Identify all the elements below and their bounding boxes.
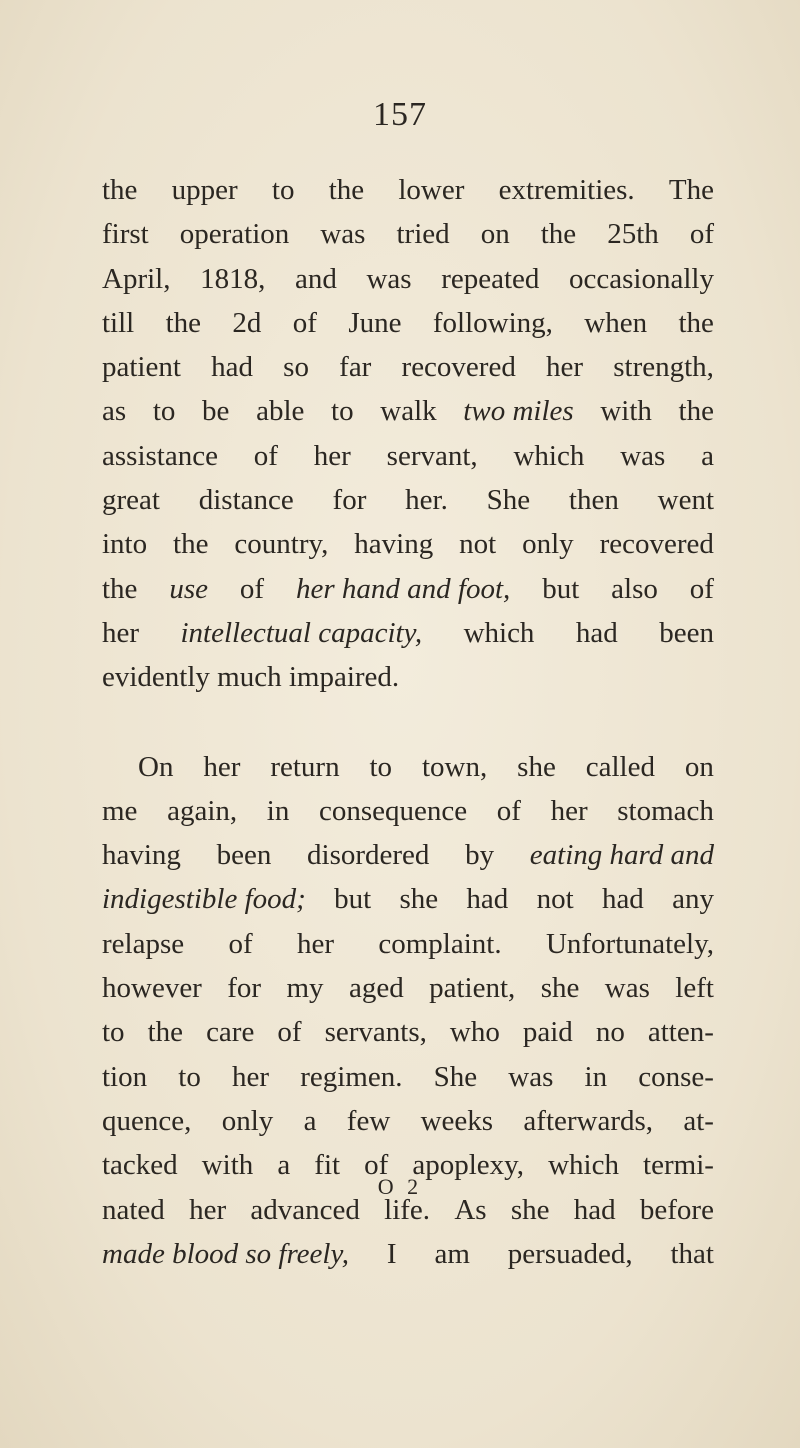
text-line: the upper to the lower extremities. The: [102, 174, 714, 206]
text-line: tacked with a fit of apoplexy, which termi-: [102, 1149, 714, 1182]
text-line: patient had so far recovered her strength,: [102, 351, 714, 384]
paragraph-1: [102, 168, 714, 700]
text-line: the use of her hand and foot, but also of: [102, 567, 714, 611]
text-line: indigestible food; but she had not had any: [102, 877, 714, 921]
italic-emphasis: use: [169, 572, 209, 605]
text-line: relapse of her complaint. Unfortunately,: [102, 927, 714, 960]
italic-emphasis: made blood so freely,: [102, 1237, 349, 1270]
text-line: nated her advanced life. As she had before: [102, 1193, 714, 1226]
italic-emphasis: indigestible food;: [102, 883, 306, 916]
text-line: into the country, having not only recovered: [102, 528, 714, 561]
text-line: evidently much impaired.: [102, 661, 400, 694]
text-line: me again, in consequence of her stomach: [102, 794, 714, 827]
text-line: however for my aged patient, she was left: [102, 972, 714, 1005]
signature-mark: O 2: [377, 1174, 423, 1199]
text-line: having been disordered by eating hard and: [102, 833, 714, 877]
paragraph-gap: [102, 700, 714, 745]
text-line: great distance for her. She then went: [102, 484, 714, 517]
italic-emphasis: her hand and foot,: [296, 572, 511, 605]
text-line: quence, only a few weeks afterwards, at-: [102, 1104, 714, 1137]
body-text: [102, 168, 714, 1276]
text-line: tion to her regimen. She was in conse-: [102, 1060, 714, 1093]
italic-emphasis: eating hard and: [529, 839, 714, 872]
italic-emphasis: intellectual capacity,: [180, 616, 423, 649]
text-line: made blood so freely, I am persuaded, that: [102, 1232, 714, 1276]
text-line: as to be able to walk two miles with the: [102, 389, 714, 433]
text-line: to the care of servants, who paid no atten-: [102, 1016, 714, 1049]
text-line: first operation was tried on the 25th of: [102, 218, 714, 251]
italic-emphasis: two miles: [463, 395, 574, 428]
text-line: On her return to town, she called on: [138, 750, 714, 783]
text-line: her intellectual capacity, which had been: [102, 611, 714, 655]
text-line: assistance of her servant, which was a: [102, 439, 714, 472]
text-line: April, 1818, and was repeated occasionally: [102, 262, 714, 295]
text-line: till the 2d of June following, when the: [102, 306, 714, 339]
page-number: 157: [373, 96, 427, 133]
